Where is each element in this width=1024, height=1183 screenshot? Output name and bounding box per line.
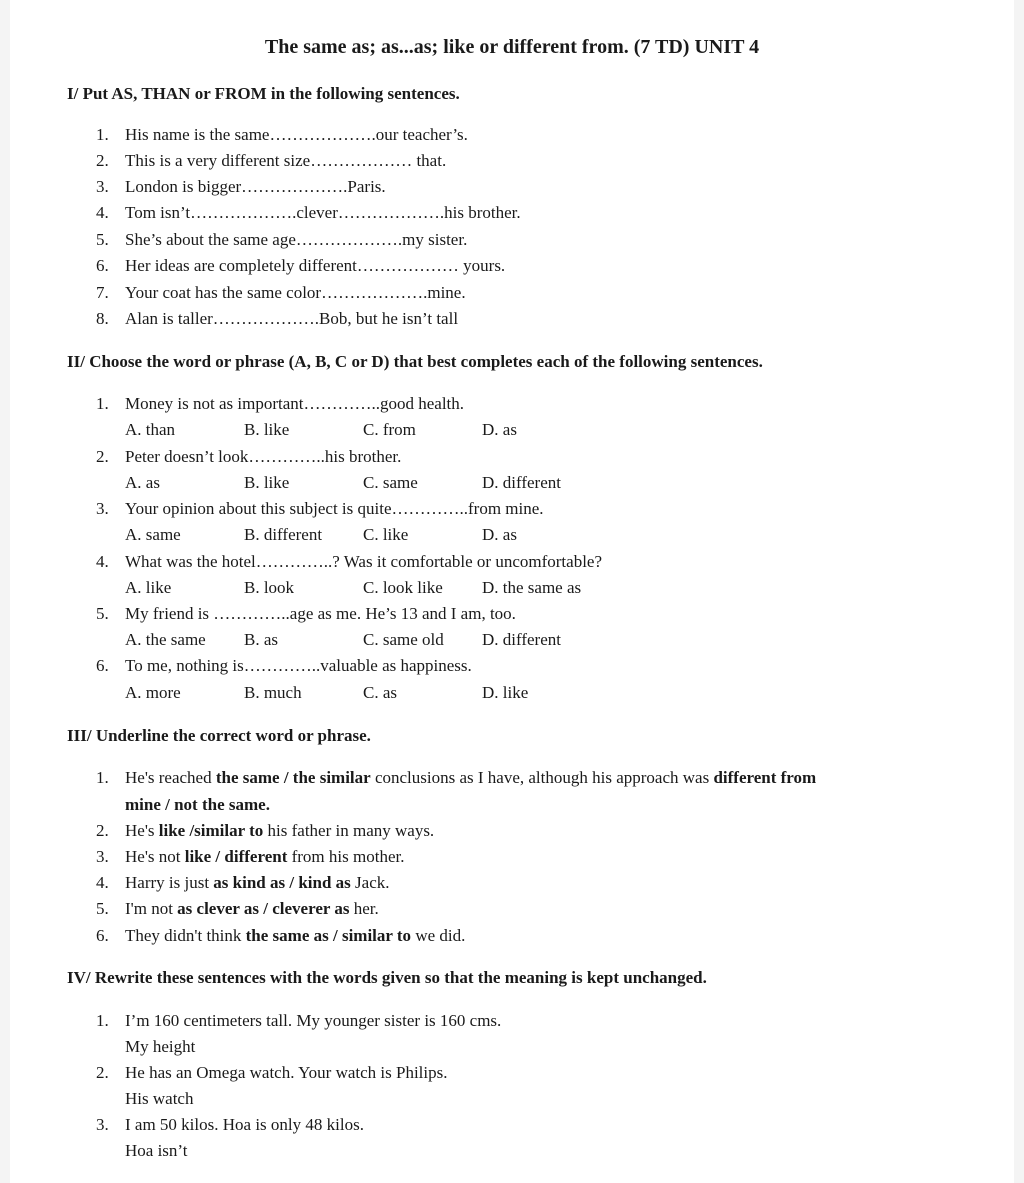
s2-option-a: A. than: [125, 420, 176, 439]
s1-item-number: 2.: [96, 151, 109, 170]
s2-option-c: C. look like: [363, 578, 443, 597]
s2-item-number: 3.: [96, 499, 109, 518]
s1-item-number: 4.: [96, 203, 109, 222]
section-2-heading: II/ Choose the word or phrase (A, B, C or D) that best completes each of the following sentences.: [67, 352, 763, 371]
section-3-heading: III/ Underline the correct word or phrase.: [67, 726, 371, 745]
s1-item-text: Your coat has the same color……………….mine.: [125, 283, 466, 302]
s1-item-text: London is bigger……………….Paris.: [125, 177, 386, 196]
s2-option-c: C. same old: [363, 630, 444, 649]
s2-option-d: D. as: [482, 525, 517, 544]
s3-item-text-continued: mine / not the same.: [125, 795, 270, 814]
s3-item-number: 5.: [96, 899, 109, 918]
s2-option-a: A. more: [125, 683, 181, 702]
s2-option-b: B. different: [244, 525, 323, 544]
section-1-heading: I/ Put AS, THAN or FROM in the following sentences.: [67, 84, 460, 103]
s3-item-text: He's like /similar to his father in many ways.: [125, 821, 435, 840]
s4-item-text: He has an Omega watch. Your watch is Philips.: [125, 1063, 448, 1082]
s2-option-b: B. like: [244, 420, 290, 439]
s2-item-text: My friend is …………..age as me. He’s 13 and I am, too.: [125, 604, 516, 623]
s1-item-number: 7.: [96, 283, 109, 302]
s3-item-text: They didn't think the same as / similar to we did.: [125, 926, 466, 945]
s4-item-number: 1.: [96, 1011, 109, 1030]
s1-item-text: Alan is taller……………….Bob, but he isn’t tall: [125, 309, 459, 328]
s3-item-text: I'm not as clever as / cleverer as her.: [125, 899, 379, 918]
s2-item-text: Money is not as important…………..good health.: [125, 394, 465, 413]
s1-item-text: Her ideas are completely different……………… yours.: [125, 256, 506, 275]
worksheet-page: [10, 0, 1014, 1183]
s2-option-c: C. as: [363, 683, 397, 702]
s4-item-prompt: His watch: [125, 1089, 194, 1108]
s2-option-d: D. the same as: [482, 578, 582, 597]
s2-option-d: D. like: [482, 683, 529, 702]
s2-option-b: B. like: [244, 473, 290, 492]
s3-item-text: He's not like / different from his mother.: [125, 847, 405, 866]
s2-option-a: A. like: [125, 578, 172, 597]
s2-option-d: D. as: [482, 420, 517, 439]
s1-item-number: 8.: [96, 309, 109, 328]
s2-option-c: C. from: [363, 420, 416, 439]
page-title: The same as; as...as; like or different from. (7 TD) UNIT 4: [264, 36, 760, 58]
s2-item-number: 6.: [96, 656, 109, 675]
s1-item-text: Tom isn’t……………….clever……………….his brother.: [125, 203, 521, 222]
s2-item-number: 4.: [96, 552, 109, 571]
s2-item-number: 5.: [96, 604, 109, 623]
s2-item-text: To me, nothing is…………..valuable as happiness.: [125, 656, 472, 675]
s4-item-text: I’m 160 centimeters tall. My younger sister is 160 cms.: [125, 1011, 502, 1030]
s1-item-text: She’s about the same age……………….my sister.: [125, 230, 468, 249]
s2-option-b: B. much: [244, 683, 302, 702]
s3-item-text: He's reached the same / the similar conclusions as I have, although his approach was different from: [125, 768, 817, 787]
s1-item-number: 1.: [96, 125, 109, 144]
s2-item-number: 2.: [96, 447, 109, 466]
s4-item-prompt: Hoa isn’t: [125, 1141, 188, 1160]
s2-item-number: 1.: [96, 394, 109, 413]
s2-option-c: C. like: [363, 525, 409, 544]
s4-item-text: I am 50 kilos. Hoa is only 48 kilos.: [125, 1115, 364, 1134]
s3-item-number: 3.: [96, 847, 109, 866]
s2-option-c: C. same: [363, 473, 418, 492]
s4-item-number: 2.: [96, 1063, 109, 1082]
section-4-heading: IV/ Rewrite these sentences with the words given so that the meaning is kept unchanged.: [67, 968, 707, 987]
s3-item-number: 1.: [96, 768, 109, 787]
s1-item-text: This is a very different size……………… that.: [125, 151, 447, 170]
s4-item-prompt: My height: [125, 1037, 196, 1056]
s2-option-a: A. same: [125, 525, 181, 544]
s3-item-text: Harry is just as kind as / kind as Jack.: [125, 873, 390, 892]
s1-item-number: 5.: [96, 230, 109, 249]
s2-item-text: What was the hotel…………..? Was it comfortable or uncomfortable?: [125, 552, 603, 571]
s3-item-number: 6.: [96, 926, 109, 945]
s3-item-number: 2.: [96, 821, 109, 840]
s1-item-number: 6.: [96, 256, 109, 275]
s2-option-b: B. as: [244, 630, 278, 649]
s2-option-d: D. different: [482, 473, 561, 492]
s2-option-b: B. look: [244, 578, 295, 597]
s2-option-d: D. different: [482, 630, 561, 649]
s1-item-text: His name is the same……………….our teacher’s.: [125, 125, 468, 144]
s1-item-number: 3.: [96, 177, 109, 196]
s2-option-a: A. as: [125, 473, 160, 492]
s2-item-text: Your opinion about this subject is quite…………..from mine.: [125, 499, 544, 518]
s4-item-number: 3.: [96, 1115, 109, 1134]
s3-item-number: 4.: [96, 873, 109, 892]
s2-option-a: A. the same: [125, 630, 206, 649]
s2-item-text: Peter doesn’t look…………..his brother.: [125, 447, 402, 466]
